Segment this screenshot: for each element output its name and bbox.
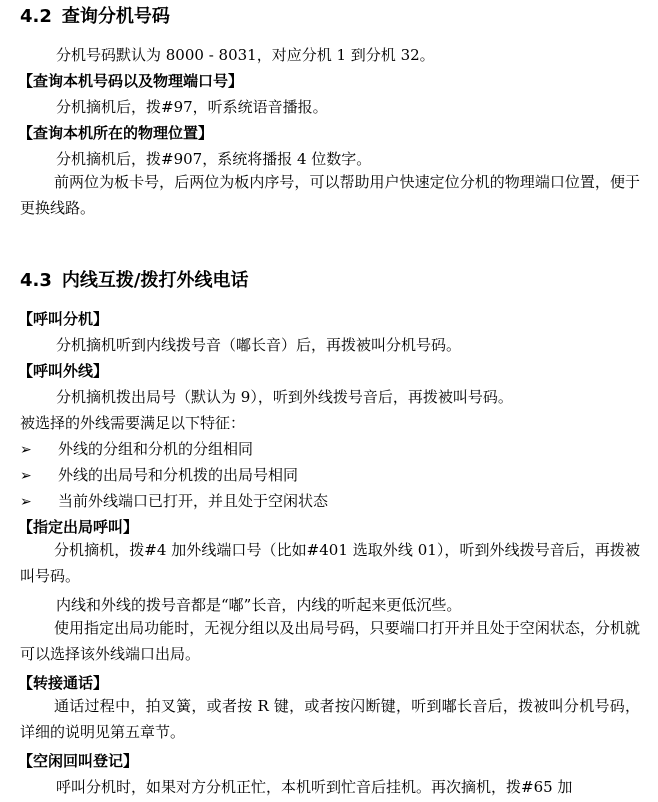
paragraph: 分机摘机后，拨#907，系统将播报 4 位数字。 — [56, 150, 372, 168]
paragraph: 分机摘机，拨#4 加外线端口号（比如#401 选取外线 01），听到外线拨号音后，再拨被叫号码。 — [20, 541, 640, 585]
subsection-label: 【呼叫分机】 — [18, 310, 109, 328]
arrow-bullet-icon: ➢ — [20, 442, 32, 458]
arrow-bullet-icon: ➢ — [20, 468, 32, 484]
subsection-label: 【指定出局呼叫】 — [18, 518, 139, 536]
arrow-bullet-icon: ➢ — [20, 494, 32, 510]
section-title: 内线互拨/拨打外线电话 — [61, 270, 249, 291]
section-number: 4.2 — [20, 6, 52, 27]
list-item-text: 外线的分组和分机的分组相同 — [58, 440, 254, 458]
paragraph: 被选择的外线需要满足以下特征： — [20, 414, 246, 432]
list-item — [20, 490, 328, 511]
subsection-label: 【查询本机所在的物理位置】 — [18, 124, 214, 142]
paragraph: 使用指定出局功能时，无视分组以及出局号码，只要端口打开并且处于空闲状态，分机就可以选择该外线端口出局。 — [20, 619, 640, 663]
paragraph: 分机摘机后，拨#97，听系统语音播报。 — [56, 98, 328, 116]
paragraph: 分机号码默认为 8000 - 8031，对应分机 1 到分机 32。 — [56, 46, 435, 64]
paragraph: 通话过程中，拍叉簧，或者按 R 键，或者按闪断键，听到嘟长音后，拨被叫分机号码，详细的说明见第五章节。 — [20, 697, 640, 741]
section-title: 查询分机号码 — [61, 6, 170, 27]
paragraph: 分机摘机听到内线拨号音（嘟长音）后，再拨被叫分机号码。 — [56, 336, 462, 354]
paragraph: 前两位为板卡号，后两位为板内序号，可以帮助用户快速定位分机的物理端口位置，便于更换线路。 — [20, 173, 640, 217]
paragraph: 内线和外线的拨号音都是“嘟”长音，内线的听起来更低沉些。 — [56, 596, 462, 614]
paragraph: 呼叫分机时，如果对方分机正忙，本机听到忙音后挂机。再次摘机，拨#65 加 — [56, 778, 573, 796]
section-number: 4.3 — [20, 270, 52, 291]
list-item — [20, 464, 298, 485]
section-heading-4-3 — [20, 266, 248, 292]
subsection-label: 【查询本机号码以及物理端口号】 — [18, 72, 244, 90]
list-item-text: 外线的出局号和分机拨的出局号相同 — [58, 466, 299, 484]
subsection-label: 【空闲回叫登记】 — [18, 752, 139, 770]
list-item — [20, 438, 253, 459]
paragraph: 分机摘机拨出局号（默认为 9），听到外线拨号音后，再拨被叫号码。 — [56, 388, 513, 406]
section-heading-4-2 — [20, 2, 170, 28]
subsection-label: 【转接通话】 — [18, 674, 109, 692]
list-item-text: 当前外线端口已打开，并且处于空闲状态 — [58, 492, 329, 510]
subsection-label: 【呼叫外线】 — [18, 362, 109, 380]
